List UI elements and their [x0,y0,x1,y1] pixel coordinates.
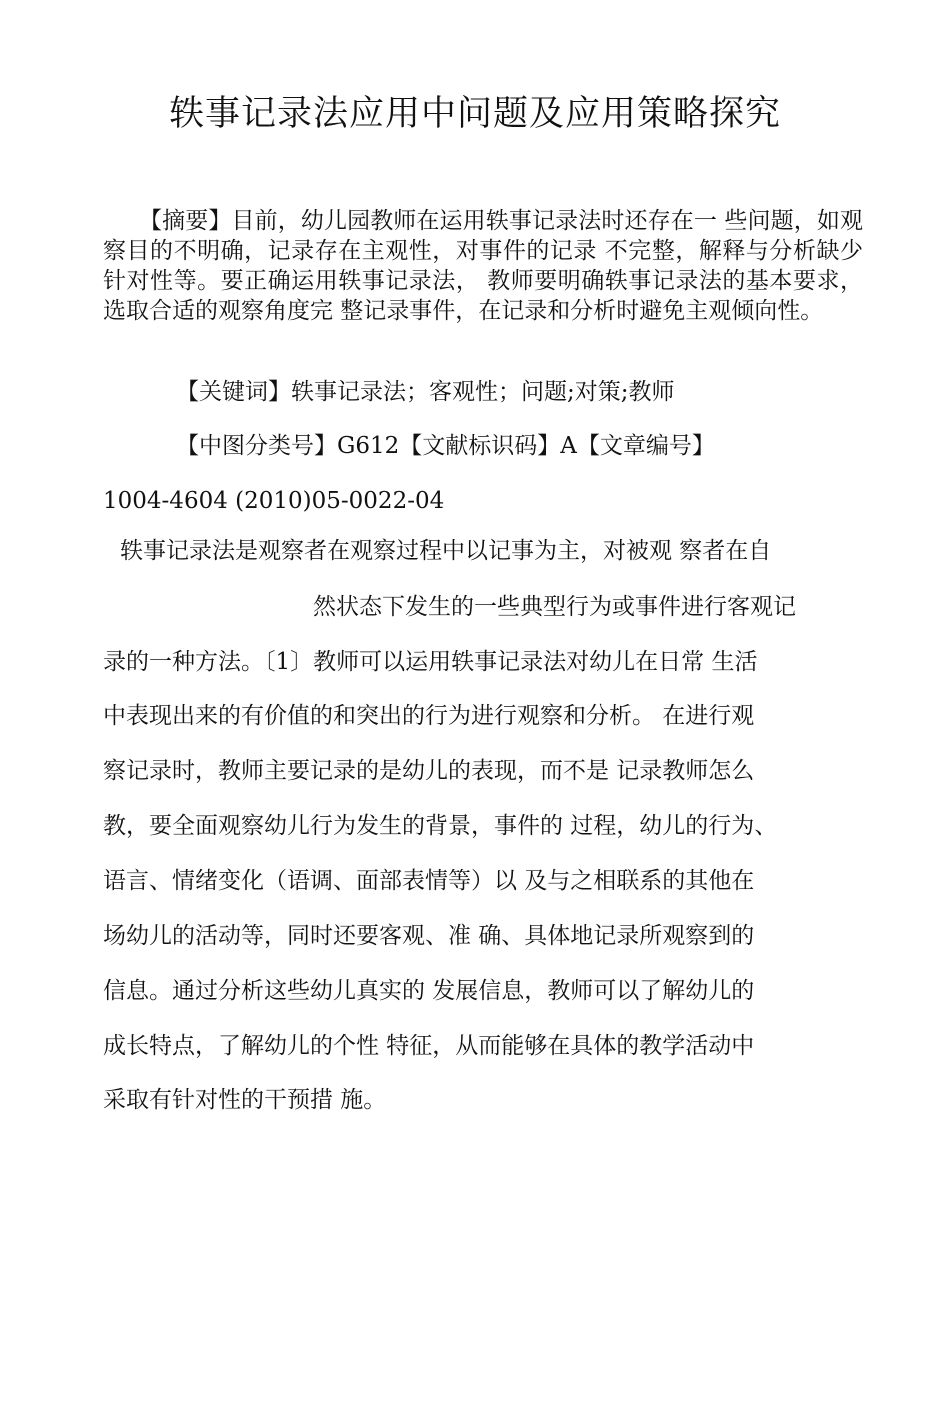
article-number-line: 1004-4604 (2010)05-0022-04 [103,488,445,514]
body-line: 录的一种方法。〔1〕教师可以运用轶事记录法对幼儿在日常 生活 [103,649,758,675]
classification-line: 【中图分类号】G612【文献标识码】A【文章编号】 [176,433,715,459]
abstract-paragraph: 【摘要】目前，幼儿园教师在运用轶事记录法时还存在一 些问题，如观察目的不明确，记录存在主观性，对事件的记录 不完整，解释与分析缺少针对性等。要正确运用轶事记录法， 教师要明确轶事记录法的基本要求，选取合适的观察角度完 整记录事件，在记录和分析时避免主观倾向性。 [103,208,863,324]
body-line: 成长特点，了解幼儿的个性 特征，从而能够在具体的教学活动中 [103,1033,755,1059]
body-line: 然状态下发生的一些典型行为或事件进行客观记 [313,594,796,620]
body-line: 语言、情绪变化（语调、面部表情等）以 及与之相联系的其他在 [103,868,755,894]
body-line: 中表现出来的有价值的和突出的行为进行观察和分析。 在进行观 [103,703,755,729]
body-line: 信息。通过分析这些幼儿真实的 发展信息，教师可以了解幼儿的 [103,978,755,1004]
body-line: 场幼儿的活动等，同时还要客观、准 确、具体地记录所观察到的 [103,923,755,949]
body-line: 察记录时，教师主要记录的是幼儿的表现，而不是 记录教师怎么 [103,758,755,784]
body-line: 教，要全面观察幼儿行为发生的背景，事件的 过程，幼儿的行为、 [103,813,778,839]
body-line: 采取有针对性的干预措 施。 [103,1087,387,1113]
document-title: 轶事记录法应用中问题及应用策略探究 [168,94,781,134]
body-line: 轶事记录法是观察者在观察过程中以记事为主，对被观 察者在自 [120,538,772,564]
keywords-line: 【关键词】轶事记录法；客观性；问题;对策;教师 [176,379,675,405]
